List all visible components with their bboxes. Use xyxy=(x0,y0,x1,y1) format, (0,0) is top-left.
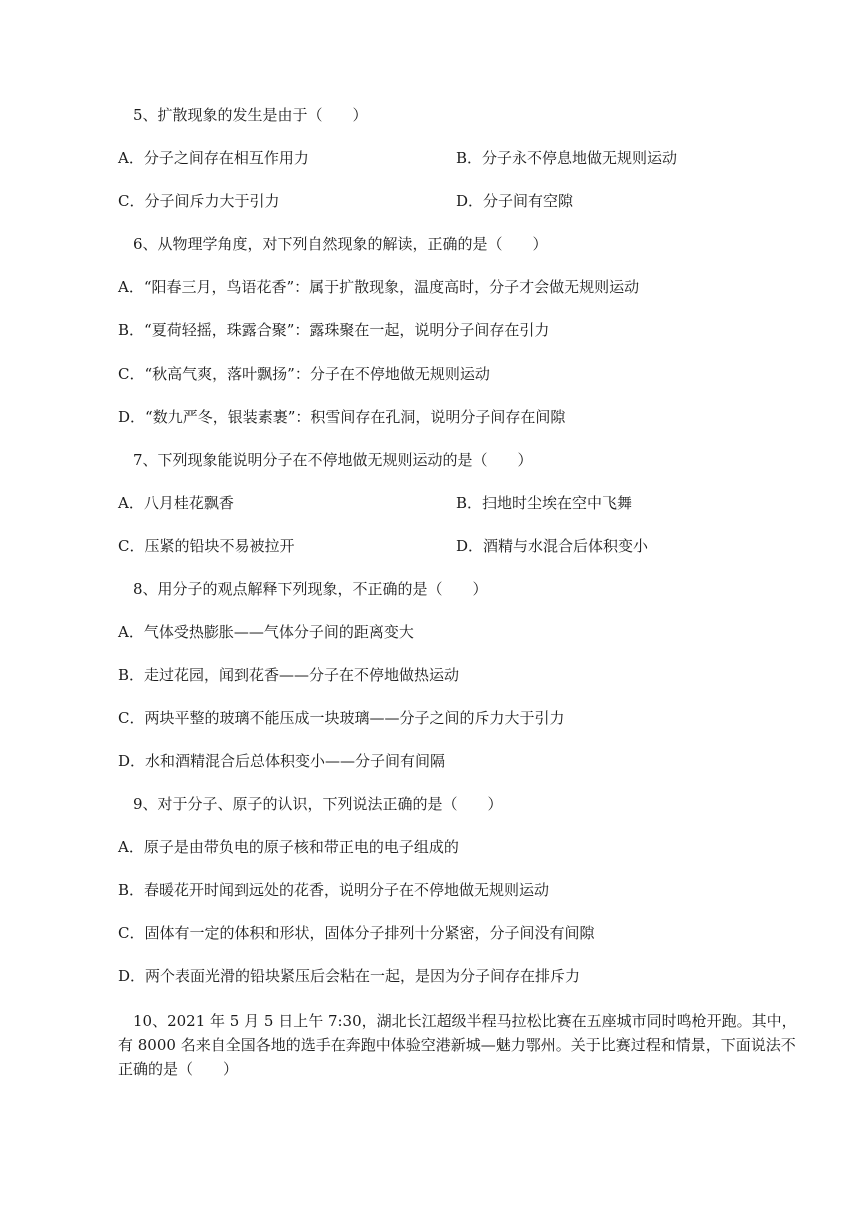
question-10-line-3: 正确的是（ ） xyxy=(118,1060,239,1078)
question-5-option-c: C．分子间斥力大于引力 xyxy=(118,192,280,210)
question-6-option-d: D．“数九严冬，银装素裹”：积雪间存在孔洞，说明分子间存在间隙 xyxy=(118,408,566,426)
question-8-stem: 8、用分子的观点解释下列现象，不正确的是（ ） xyxy=(133,580,488,598)
question-5-option-a: A．分子之间存在相互作用力 xyxy=(118,149,309,167)
question-5-option-d: D．分子间有空隙 xyxy=(456,192,574,210)
question-5-option-b: B．分子永不停息地做无规则运动 xyxy=(456,149,678,167)
question-6-option-b: B．“夏荷轻摇，珠露合聚”：露珠聚在一起，说明分子间存在引力 xyxy=(118,321,550,339)
question-8-option-b: B．走过花园，闻到花香——分子在不停地做热运动 xyxy=(118,666,460,684)
question-9-option-b: B．春暖花开时闻到远处的花香，说明分子在不停地做无规则运动 xyxy=(118,881,550,899)
question-9-stem: 9、对于分子、原子的认识，下列说法正确的是（ ） xyxy=(133,795,503,813)
question-7-option-c: C．压紧的铅块不易被拉开 xyxy=(118,537,295,555)
question-8-option-a: A．气体受热膨胀——气体分子间的距离变大 xyxy=(118,623,414,641)
question-7-option-a: A．八月桂花飘香 xyxy=(118,494,234,512)
question-10-line-1: 10、2021 年 5 月 5 日上午 7:30，湖北长江超级半程马拉松比赛在五座城市同时鸣枪开跑。其中， xyxy=(133,1012,797,1030)
question-9-option-d: D．两个表面光滑的铅块紧压后会粘在一起，是因为分子间存在排斥力 xyxy=(118,967,581,985)
question-7-option-b: B．扫地时尘埃在空中飞舞 xyxy=(456,494,633,512)
question-8-option-d: D．水和酒精混合后总体积变小——分子间有间隔 xyxy=(118,752,446,770)
question-7-stem: 7、下列现象能说明分子在不停地做无规则运动的是（ ） xyxy=(133,451,533,469)
question-7-option-d: D．酒精与水混合后体积变小 xyxy=(456,537,649,555)
question-5-stem: 5、扩散现象的发生是由于（ ） xyxy=(133,106,368,124)
question-9-option-a: A．原子是由带负电的原子核和带正电的电子组成的 xyxy=(118,838,459,856)
question-6-option-c: C．“秋高气爽，落叶飘扬”：分子在不停地做无规则运动 xyxy=(118,365,490,383)
question-10-line-2: 有 8000 名来自全国各地的选手在奔跑中体验空港新城—魅力鄂州。关于比赛过程和情景，下面说法不 xyxy=(118,1036,796,1054)
question-9-option-c: C．固体有一定的体积和形状，固体分子排列十分紧密，分子间没有间隙 xyxy=(118,924,595,942)
question-6-stem: 6、从物理学角度，对下列自然现象的解读，正确的是（ ） xyxy=(133,235,548,253)
question-8-option-c: C．两块平整的玻璃不能压成一块玻璃——分子之间的斥力大于引力 xyxy=(118,709,565,727)
question-6-option-a: A．“阳春三月，鸟语花香”：属于扩散现象，温度高时，分子才会做无规则运动 xyxy=(118,278,640,296)
